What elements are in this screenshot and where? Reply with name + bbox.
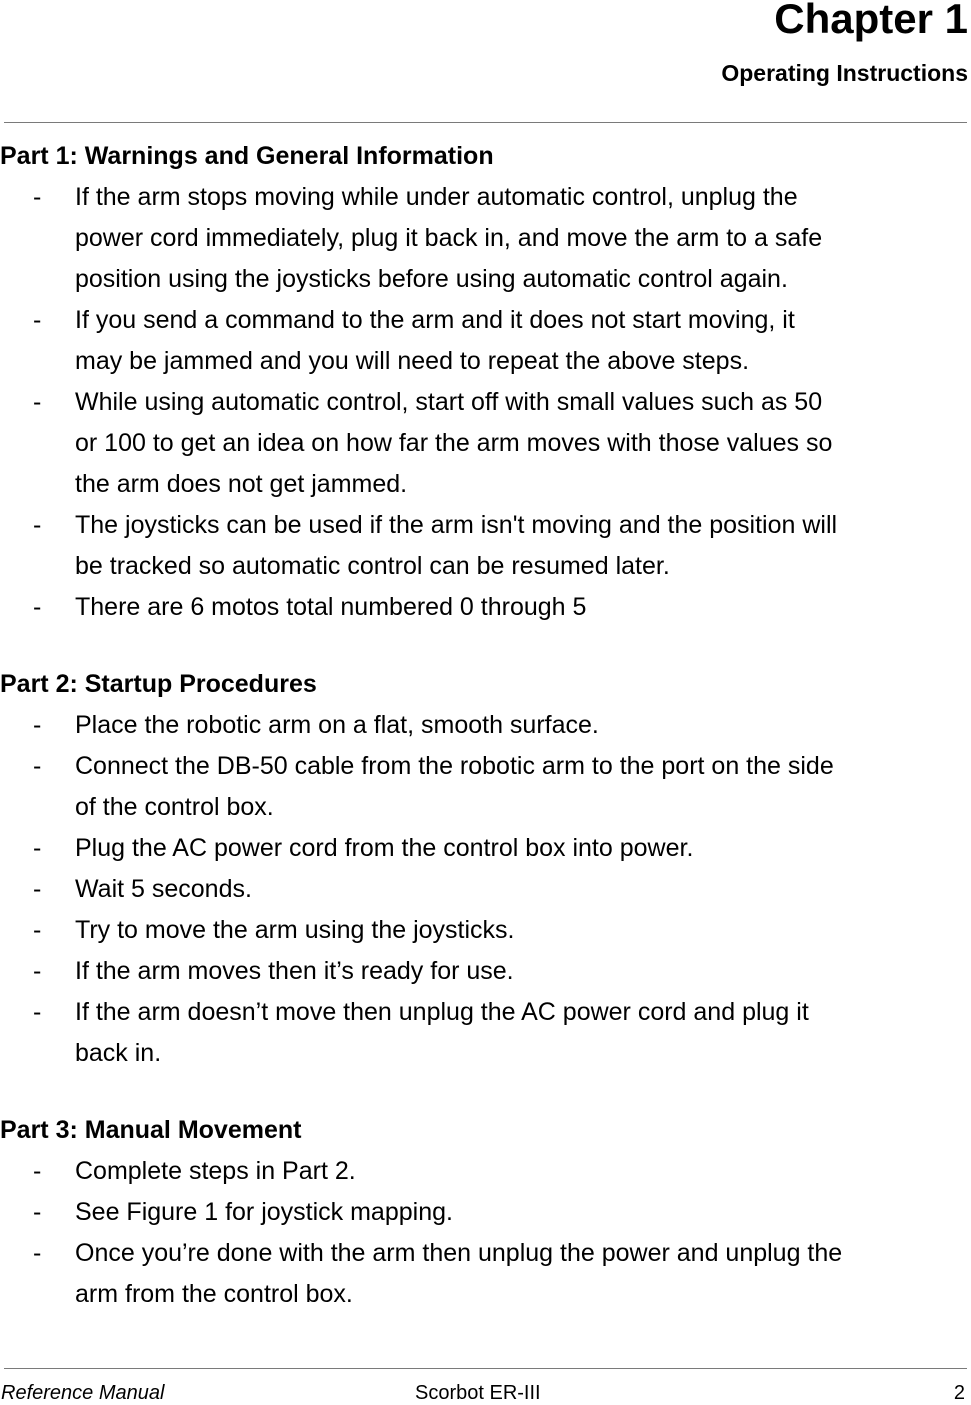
bullet-dash: - (33, 834, 42, 862)
item-line: The joysticks can be used if the arm isn't moving and the position will (75, 511, 838, 539)
item-line: arm from the control box. (75, 1280, 353, 1308)
bullet-list (0, 1151, 971, 1315)
bullet-dash: - (33, 957, 42, 985)
section-heading: Part 1: Warnings and General Information (0, 142, 494, 170)
bullet-list (0, 705, 971, 1074)
item-line: or 100 to get an idea on how far the arm moves with those values so (75, 429, 833, 457)
item-line: If the arm stops moving while under automatic control, unplug the (75, 183, 798, 211)
footer-document-title: Reference Manual (1, 1382, 165, 1404)
list-item (0, 992, 971, 1074)
list-item (0, 382, 971, 505)
item-line: position using the joysticks before using automatic control again. (75, 265, 788, 293)
list-item (0, 1151, 971, 1192)
chapter-subtitle: Operating Instructions (721, 60, 968, 86)
list-item (0, 746, 971, 828)
list-item (0, 587, 971, 628)
bullet-list (0, 177, 971, 628)
item-line: If you send a command to the arm and it does not start moving, it (75, 306, 795, 334)
bullet-dash: - (33, 511, 42, 539)
bullet-dash: - (33, 875, 42, 903)
footer-product-name: Scorbot ER-III (415, 1382, 541, 1404)
item-line: be tracked so automatic control can be resumed later. (75, 552, 670, 580)
bullet-dash: - (33, 916, 42, 944)
item-line: Plug the AC power cord from the control box into power. (75, 834, 694, 862)
item-line: If the arm doesn’t move then unplug the AC power cord and plug it (75, 998, 809, 1026)
list-item (0, 1233, 971, 1315)
item-line: Connect the DB-50 cable from the robotic arm to the port on the side (75, 752, 834, 780)
bullet-dash: - (33, 1157, 42, 1185)
section-part-1-warnings (0, 136, 971, 628)
item-line: Place the robotic arm on a flat, smooth surface. (75, 711, 599, 739)
list-item (0, 869, 971, 910)
item-line: Try to move the arm using the joysticks. (75, 916, 515, 944)
bullet-dash: - (33, 183, 42, 211)
item-line: See Figure 1 for joystick mapping. (75, 1198, 453, 1226)
bullet-dash: - (33, 306, 42, 334)
list-item (0, 1192, 971, 1233)
item-line: There are 6 motos total numbered 0 through 5 (75, 593, 587, 621)
footer-divider (4, 1368, 967, 1369)
bullet-dash: - (33, 998, 42, 1026)
item-line: Wait 5 seconds. (75, 875, 252, 903)
section-heading: Part 3: Manual Movement (0, 1116, 302, 1144)
list-item (0, 828, 971, 869)
bullet-dash: - (33, 1239, 42, 1267)
item-line: may be jammed and you will need to repeat the above steps. (75, 347, 750, 375)
section-heading: Part 2: Startup Procedures (0, 670, 317, 698)
item-line: While using automatic control, start off with small values such as 50 (75, 388, 823, 416)
list-item (0, 505, 971, 587)
list-item (0, 951, 971, 992)
list-item (0, 177, 971, 300)
item-line: If the arm moves then it’s ready for use. (75, 957, 514, 985)
bullet-dash: - (33, 388, 42, 416)
section-part-2-startup (0, 664, 971, 1074)
item-line: back in. (75, 1039, 162, 1067)
list-item (0, 910, 971, 951)
bullet-dash: - (33, 593, 42, 621)
list-item (0, 300, 971, 382)
bullet-dash: - (33, 711, 42, 739)
item-line: power cord immediately, plug it back in, and move the arm to a safe (75, 224, 823, 252)
page-number: 2 (953, 1382, 965, 1404)
list-item (0, 705, 971, 746)
item-line: of the control box. (75, 793, 274, 821)
section-part-3-manual-movement (0, 1110, 971, 1315)
item-line: Once you’re done with the arm then unplug the power and unplug the (75, 1239, 843, 1267)
header-divider (4, 122, 967, 123)
chapter-title: Chapter 1 (774, 0, 968, 42)
bullet-dash: - (33, 1198, 42, 1226)
item-line: the arm does not get jammed. (75, 470, 408, 498)
bullet-dash: - (33, 752, 42, 780)
item-line: Complete steps in Part 2. (75, 1157, 356, 1185)
